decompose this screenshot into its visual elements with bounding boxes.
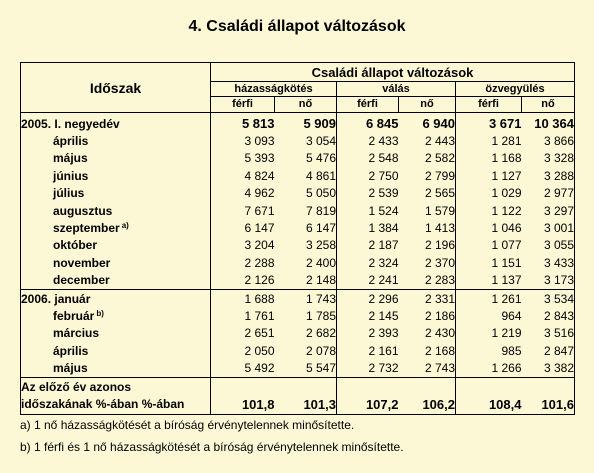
row-label [21,202,211,219]
row-label-text: 2006. január [21,291,91,306]
data-cell: 2 565 [424,186,455,201]
data-cell: 3 204 [211,237,275,254]
table-row [21,272,575,290]
row-label-text: június [53,168,89,183]
row-label-text: október [53,238,98,253]
data-cell: 6 940 [422,116,455,132]
data-cell: 3 433 [522,254,575,271]
marriage-female-header: nő [275,97,337,113]
data-cell: 10 364 [522,113,575,133]
summary-cell: 101,8 [211,377,275,414]
row-label [21,185,211,202]
data-cell: 3 001 [522,219,575,236]
data-cell: 1 524 [337,202,399,219]
data-cell: 1 785 [305,308,336,323]
data-cell: 5 050 [305,186,336,201]
row-label-text: 2005. I. negyedév [21,116,120,131]
data-cell: 6 147 [211,219,275,236]
data-cell: 3 297 [522,202,575,219]
row-label-text: november [53,255,111,270]
data-cell: 3 516 [522,325,575,342]
data-cell: 1 168 [456,150,522,167]
data-cell: 2 196 [424,238,455,253]
divorce-header: válás [337,82,456,97]
data-cell: 2 651 [211,325,275,342]
data-cell: 1 029 [456,185,522,202]
data-cell: 2 148 [305,273,336,288]
row-label-text: szeptember [53,221,120,236]
data-cell: 3 173 [522,272,575,290]
data-cell: 3 328 [522,150,575,167]
row-label-text: július [53,186,85,201]
table-row [21,254,575,271]
data-cell: 1 413 [424,221,455,236]
row-label-text: május [53,361,88,376]
table-row [21,325,575,342]
page-title: 4. Családi állapot változások [188,18,406,35]
data-cell: 1 077 [456,237,522,254]
footnote-marker: b) [96,308,104,318]
data-cell: 3 055 [522,237,575,254]
table-row [21,150,575,167]
data-cell: 2 050 [211,342,275,359]
data-cell: 5 492 [211,359,275,377]
data-cell: 3 258 [305,238,336,253]
table-row [21,113,575,133]
row-label-text: február [53,308,95,323]
group-header: Családi állapot változások [211,63,575,82]
table-row [21,202,575,219]
data-cell: 2 750 [337,167,399,184]
divorce-female-header: nő [399,97,456,113]
data-cell: 2 187 [337,237,399,254]
data-cell: 2 241 [337,272,399,290]
data-cell: 2 296 [337,289,399,307]
data-cell: 2 799 [424,168,455,183]
data-cell: 3 054 [305,134,336,149]
summary-label-line1: Az előző év azonos [21,379,132,394]
data-cell: 1 384 [337,219,399,236]
table-row [21,237,575,254]
data-cell: 2 847 [522,342,575,359]
data-cell: 2 548 [337,150,399,167]
data-cell: 1 151 [456,254,522,271]
data-cell: 2 732 [337,359,399,377]
data-cell: 6 147 [305,221,336,236]
data-cell: 3 534 [522,289,575,307]
data-cell: 5 393 [211,150,275,167]
data-cell: 2 331 [399,289,456,307]
data-cell: 1 122 [456,202,522,219]
data-cell: 7 671 [211,202,275,219]
summary-cell: 101,6 [522,377,575,414]
data-cell: 3 671 [456,113,522,133]
row-label [21,113,211,133]
data-cell: 1 579 [424,203,455,218]
summary-cell: 107,2 [337,377,399,414]
table-row [21,167,575,184]
footnote-a: a) 1 nő házasságkötését a bíróság érvénytelennek minősítette. [20,418,355,432]
row-label-text: december [53,273,110,288]
row-label [21,272,211,290]
data-cell: 2 393 [337,325,399,342]
data-cell: 2 400 [305,255,336,270]
row-label [21,289,211,307]
row-label-text: április [53,134,89,149]
footnote-b: b) 1 férfi és 1 nő házasságkötését a bíróság érvénytelennek minősítette. [20,440,404,454]
data-cell: 2 288 [211,254,275,271]
data-cell: 2 324 [337,254,399,271]
data-cell: 2 743 [424,361,455,376]
table-row [21,185,575,202]
row-label [21,325,211,342]
data-cell: 2 078 [305,343,336,358]
data-cell: 2 370 [424,255,455,270]
row-label-text: augusztus [53,203,113,218]
widowhood-header: özvegyülés [456,82,575,97]
data-cell: 2 539 [337,185,399,202]
data-cell: 1 266 [456,359,522,377]
row-label [21,307,211,324]
row-label [21,219,211,236]
data-cell: 4 824 [211,167,275,184]
widowhood-female-header: nő [522,97,575,113]
row-label [21,167,211,184]
data-cell: 2 186 [424,308,455,323]
data-cell: 2 145 [337,307,399,324]
data-cell: 1 761 [211,307,275,324]
table-row [21,132,575,149]
summary-cell: 106,2 [399,377,456,414]
data-cell: 3 093 [211,132,275,149]
data-cell: 2 283 [424,273,455,288]
footnote-marker: a) [121,221,129,231]
data-cell: 3 866 [522,132,575,149]
marital-status-table [20,62,575,415]
data-cell: 1 688 [211,289,275,307]
data-cell: 1 137 [456,272,522,290]
marriage-header: házasságkötés [211,82,337,97]
data-cell: 5 547 [305,361,336,376]
marriage-male-header: férfi [211,97,275,113]
data-cell: 6 845 [337,113,399,133]
data-cell: 1 046 [456,219,522,236]
row-label [21,342,211,359]
table-row [21,289,575,307]
summary-label-line2: időszakának %-ában %-ában [21,396,185,411]
row-label [21,132,211,149]
summary-cell: 101,3 [275,377,337,414]
row-label-text: május [53,151,88,166]
row-label [21,254,211,271]
data-cell: 1 743 [275,289,337,307]
data-cell: 4 962 [211,185,275,202]
data-cell: 2 433 [337,132,399,149]
divorce-male-header: férfi [337,97,399,113]
data-cell: 3 382 [522,359,575,377]
table-row [21,359,575,377]
data-cell: 2 682 [305,326,336,341]
widowhood-male-header: férfi [456,97,522,113]
table-row [21,342,575,359]
data-cell: 3 288 [522,167,575,184]
period-header: Időszak [21,63,211,113]
data-cell: 2 443 [424,134,455,149]
summary-cell: 108,4 [456,377,522,414]
data-cell: 2 843 [522,307,575,324]
data-cell: 1 127 [456,167,522,184]
data-cell: 2 430 [424,326,455,341]
row-label [21,359,211,377]
data-cell: 2 126 [211,272,275,290]
table-row [21,307,575,324]
data-cell: 2 582 [424,151,455,166]
data-cell: 964 [456,307,522,324]
data-cell: 5 813 [211,113,275,133]
row-label-text: április [53,343,89,358]
data-cell: 2 161 [337,342,399,359]
data-cell: 1 261 [456,289,522,307]
data-cell: 5 476 [305,151,336,166]
table-row [21,219,575,236]
row-label [21,237,211,254]
data-cell: 2 977 [522,185,575,202]
data-cell: 4 861 [305,168,336,183]
summary-label [21,377,211,414]
data-cell: 985 [456,342,522,359]
data-cell: 7 819 [305,203,336,218]
data-cell: 1 281 [456,132,522,149]
data-cell: 5 909 [303,116,336,132]
data-cell: 1 219 [456,325,522,342]
data-cell: 2 168 [424,343,455,358]
row-label-text: március [53,326,100,341]
row-label [21,150,211,167]
